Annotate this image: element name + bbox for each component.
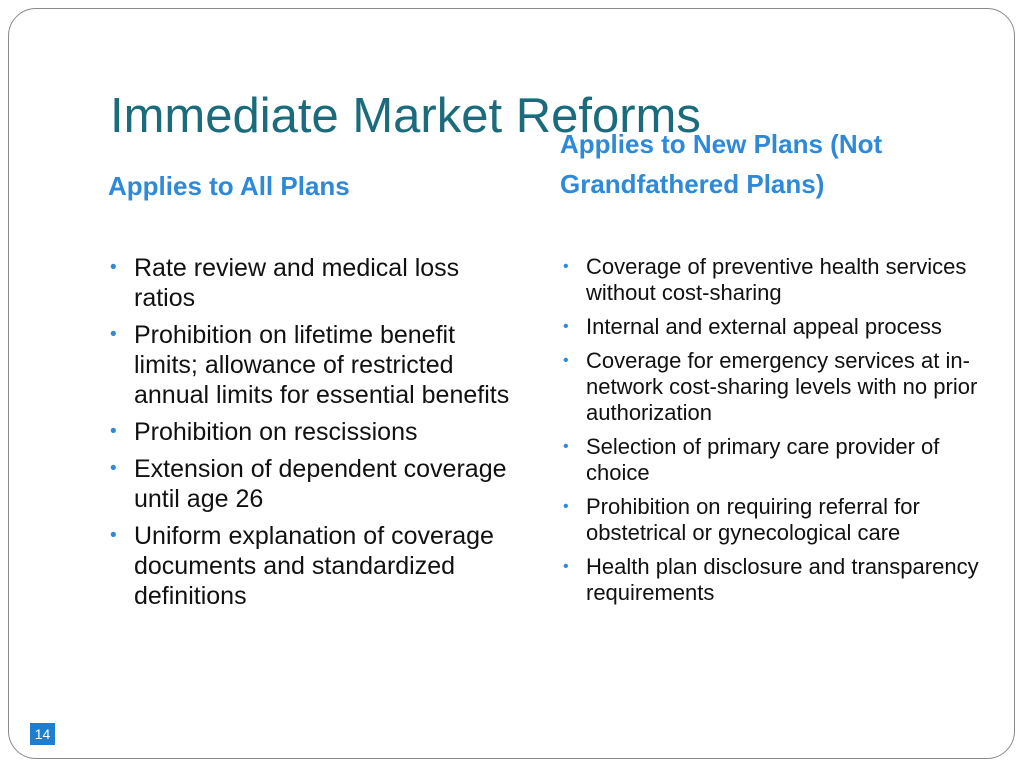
bullet-icon: • <box>563 258 569 275</box>
bullet-icon: • <box>563 438 569 455</box>
bullet-icon: • <box>563 498 569 515</box>
list-item-text: Prohibition on rescissions <box>134 418 418 446</box>
list-item-text: Health plan disclosure and transparency requirements <box>586 554 979 605</box>
list-item <box>563 254 983 306</box>
list-item <box>563 348 983 426</box>
list-item-text: Prohibition on requiring referral for obstetrical or gynecological care <box>586 494 920 545</box>
bullet-icon: • <box>563 318 569 335</box>
bullet-icon: • <box>110 525 117 546</box>
bullet-icon: • <box>110 324 117 345</box>
right-bullet-list <box>563 254 983 614</box>
list-item <box>563 434 983 486</box>
bullet-icon: • <box>563 352 569 369</box>
list-item <box>110 253 510 313</box>
page-number-badge: 14 <box>30 723 55 745</box>
list-item <box>563 494 983 546</box>
left-column-heading: Applies to All Plans <box>108 171 350 201</box>
list-item-text: Internal and external appeal process <box>586 314 942 339</box>
list-item <box>110 521 510 611</box>
list-item-text: Uniform explanation of coverage documents and standardized definitions <box>134 522 494 610</box>
list-item <box>110 320 510 410</box>
bullet-icon: • <box>110 421 117 442</box>
list-item <box>563 314 983 340</box>
bullet-icon: • <box>563 558 569 575</box>
list-item-text: Extension of dependent coverage until age 26 <box>134 455 507 513</box>
left-bullet-list <box>110 253 510 618</box>
list-item <box>110 454 510 514</box>
slide-title: Immediate Market Reforms <box>110 89 701 143</box>
list-item <box>563 554 983 606</box>
right-column-heading: Applies to New Plans (Not Grandfathered Plans) <box>560 129 883 199</box>
list-item-text: Selection of primary care provider of choice <box>586 434 940 485</box>
bullet-icon: • <box>110 458 117 479</box>
list-item-text: Prohibition on lifetime benefit limits; allowance of restricted annual limits for essential benefits <box>134 321 510 409</box>
bullet-icon: • <box>110 257 117 278</box>
list-item-text: Coverage of preventive health services without cost-sharing <box>586 254 967 305</box>
list-item <box>110 417 510 447</box>
list-item-text: Coverage for emergency services at in-network cost-sharing levels with no prior authorization <box>586 348 978 425</box>
list-item-text: Rate review and medical loss ratios <box>134 254 460 312</box>
